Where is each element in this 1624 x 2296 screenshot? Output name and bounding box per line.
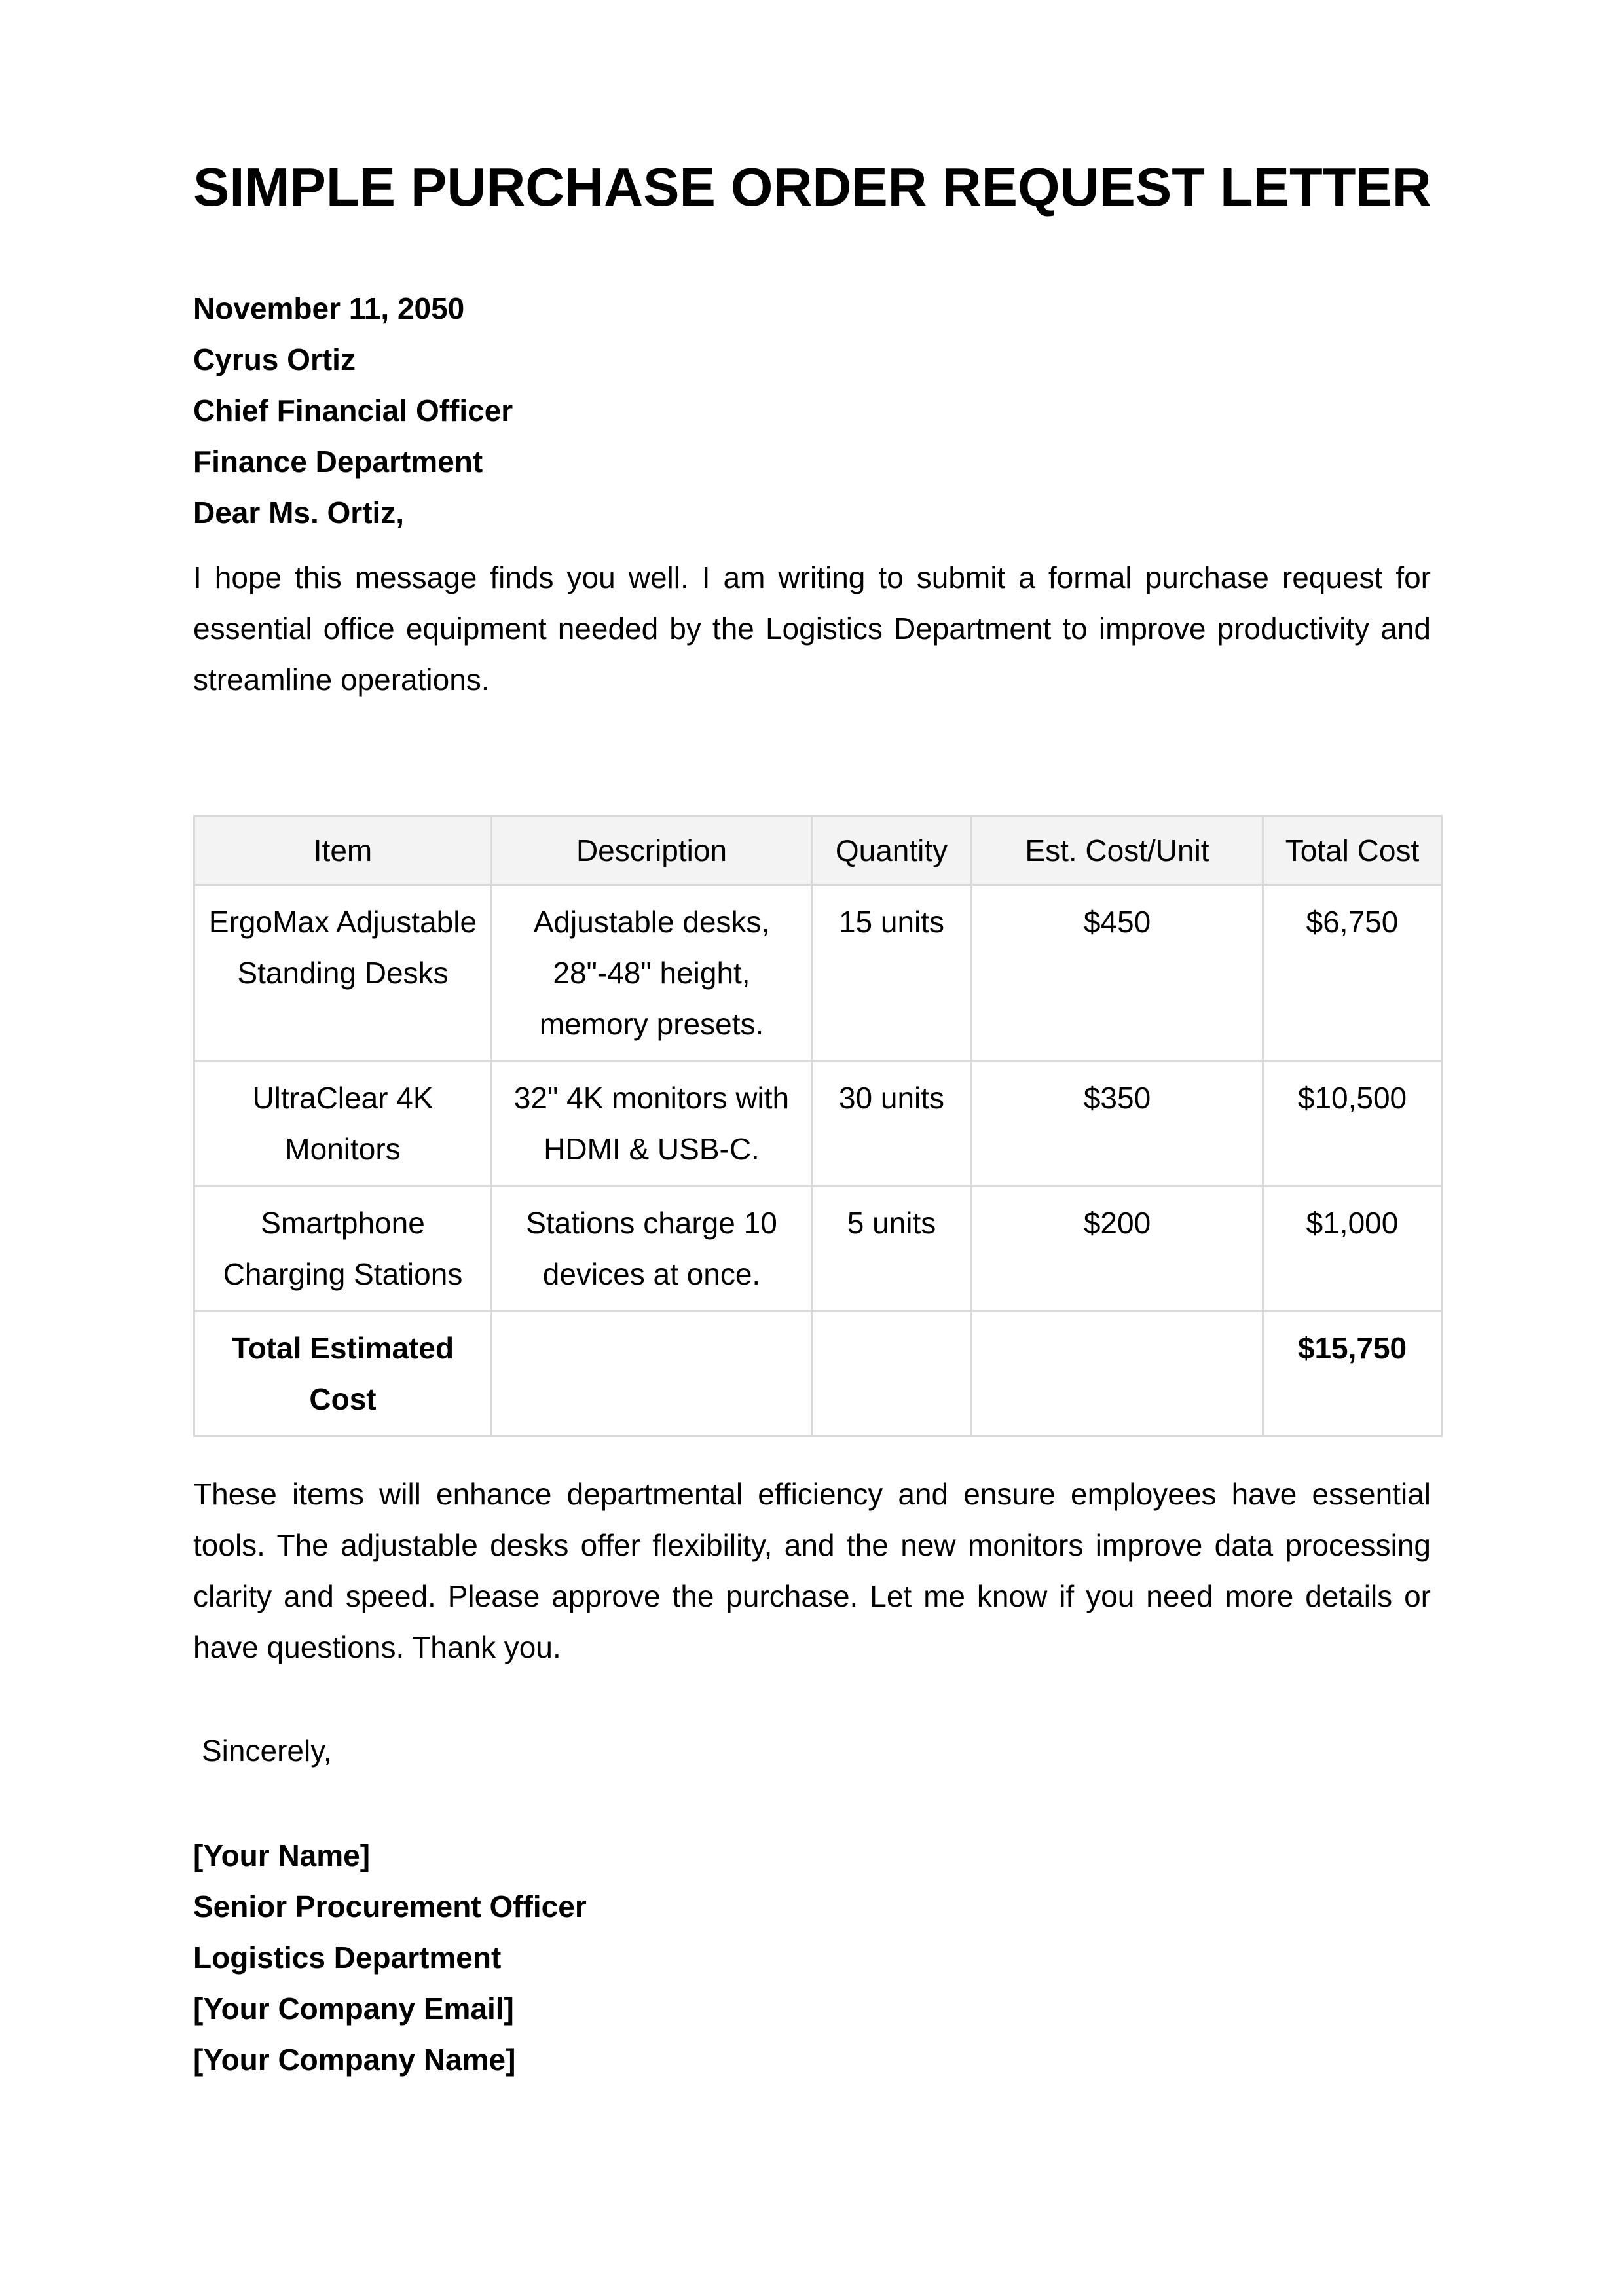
signature-title: Senior Procurement Officer [193,1889,587,1923]
signature-block [193,1830,1431,2085]
total-label-cell: Total Estimated Cost [194,1311,492,1436]
table-row-1 [194,885,1442,1061]
cell-item: UltraClear 4K Monitors [194,1061,492,1186]
cell-item: ErgoMax Adjustable Standing Desks [194,885,492,1061]
cell-quantity: 5 units [812,1186,972,1311]
cell-total-cost: $1,000 [1263,1186,1442,1311]
page-title: SIMPLE PURCHASE ORDER REQUEST LETTER [193,156,1431,217]
letter-header-block [193,283,1431,538]
letter-date: November 11, 2050 [193,291,465,325]
empty-cell [492,1311,812,1436]
salutation: Dear Ms. Ortiz, [193,496,405,530]
recipient-department: Finance Department [193,445,483,479]
recipient-title: Chief Financial Officer [193,393,513,428]
cell-unit-cost: $350 [972,1061,1263,1186]
cell-quantity: 15 units [812,885,972,1061]
col-header-quantity: Quantity [812,816,972,885]
col-header-unit-cost: Est. Cost/Unit [972,816,1263,885]
table-total-row [194,1311,1442,1436]
cell-description: Stations charge 10 devices at once. [492,1186,812,1311]
table-row-2 [194,1061,1442,1186]
cell-total-cost: $6,750 [1263,885,1442,1061]
table-header-row [194,816,1442,885]
signature-email: [Your Company Email] [193,1992,514,2026]
intro-paragraph: I hope this message finds you well. I am writing to submit a formal purchase request for essential office equipment needed by the Logistics Department to improve productivity and streamline operations. [193,560,1431,697]
cell-description: 32" 4K monitors with HDMI & USB-C. [492,1061,812,1186]
closing-paragraph: These items will enhance departmental efficiency and ensure employees have essential tools. The adjustable desks offer flexibility, and the new monitors improve data processing clarity and speed. Please approve the purchase. Let me know if you need more details or have questions. Thank you. [193,1477,1431,1664]
cell-unit-cost: $200 [972,1186,1263,1311]
cell-unit-cost: $450 [972,885,1263,1061]
empty-cell [812,1311,972,1436]
total-value-cell: $15,750 [1263,1311,1442,1436]
signature-department: Logistics Department [193,1941,502,1975]
col-header-description: Description [492,816,812,885]
valediction: Sincerely, [202,1734,332,1768]
cell-quantity: 30 units [812,1061,972,1186]
empty-cell [972,1311,1263,1436]
cell-total-cost: $10,500 [1263,1061,1442,1186]
cell-item: Smartphone Charging Stations [194,1186,492,1311]
cell-description: Adjustable desks, 28"-48" height, memory presets. [492,885,812,1061]
signature-name: [Your Name] [193,1838,371,1872]
col-header-total-cost: Total Cost [1263,816,1442,885]
col-header-item: Item [194,816,492,885]
purchase-order-table [193,815,1443,1437]
recipient-name: Cyrus Ortiz [193,342,356,376]
signature-company: [Your Company Name] [193,2043,516,2077]
table-row-3 [194,1186,1442,1311]
